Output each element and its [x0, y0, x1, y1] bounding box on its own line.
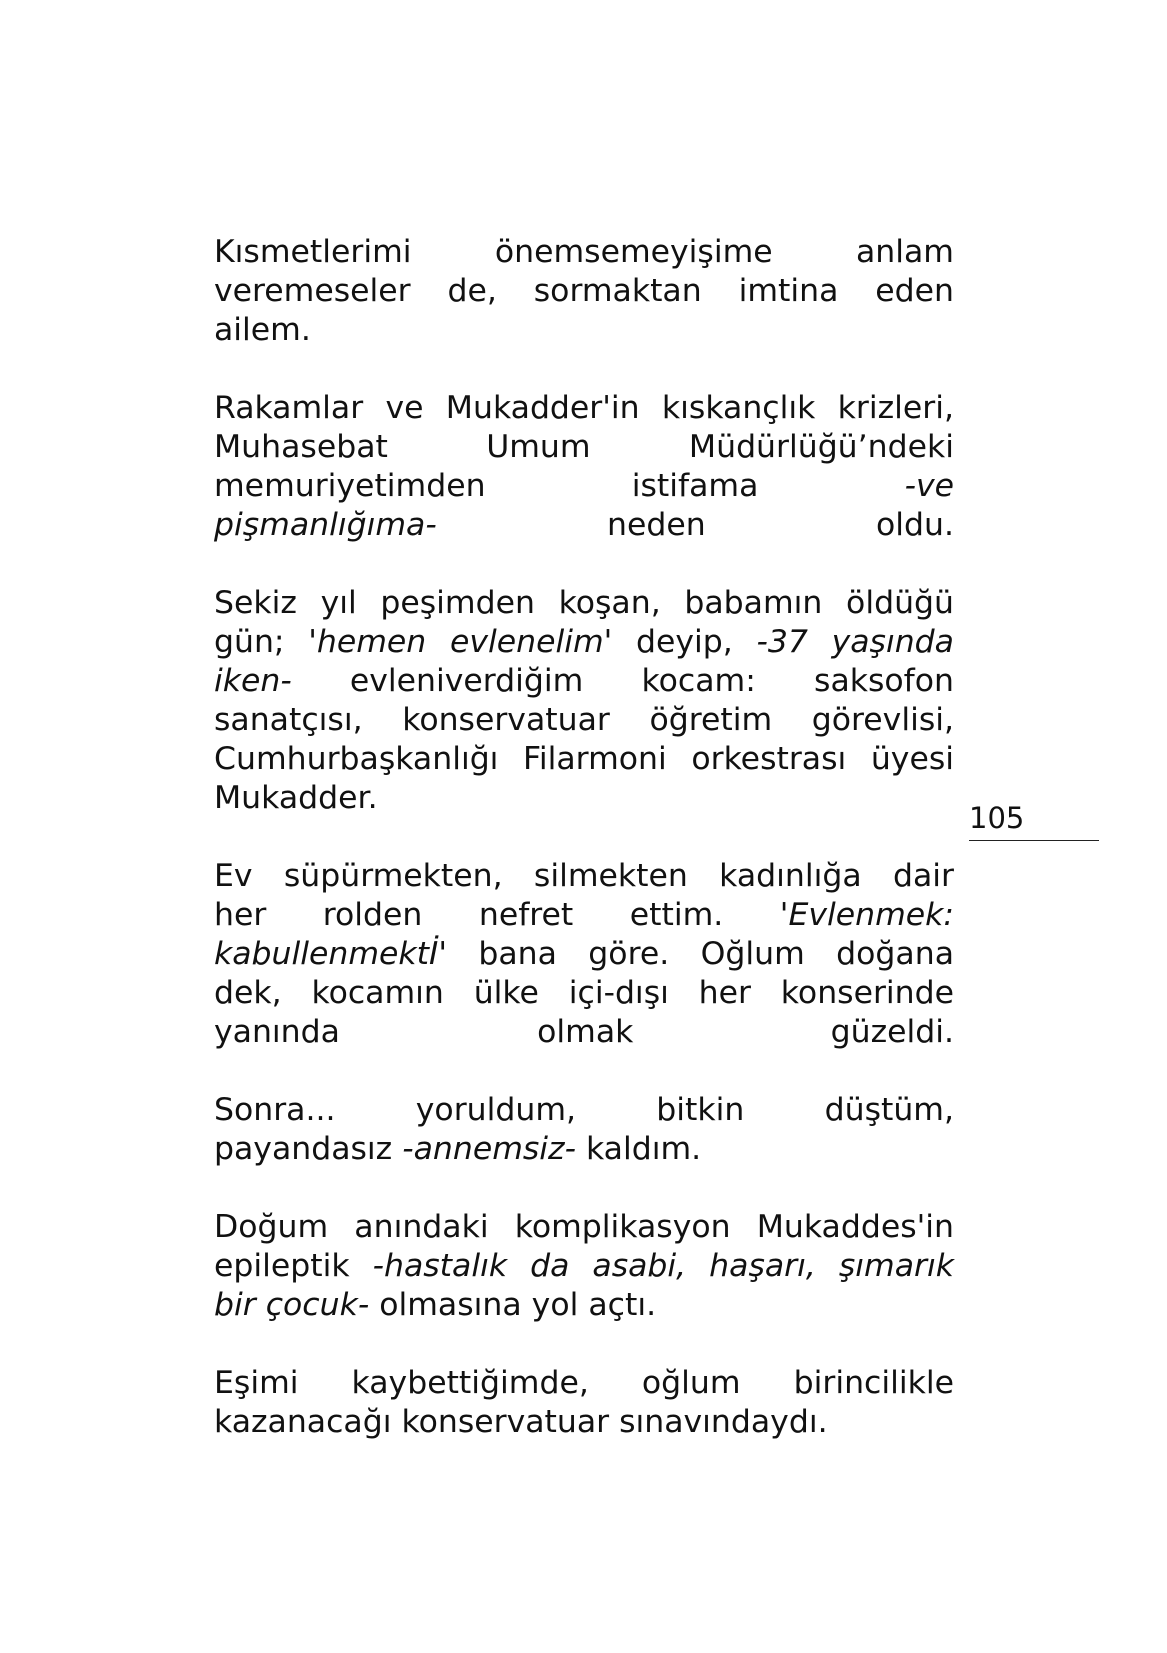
text-run: payandasız: [214, 1131, 403, 1167]
text-run: Sekiz yıl peşimden koşan, babamın öldüğü: [214, 585, 954, 621]
paragraph: [214, 233, 954, 350]
text-line: [214, 740, 954, 779]
body-text: [214, 233, 954, 1481]
text-line: [214, 896, 954, 935]
text-line: [214, 857, 954, 896]
text-run: Kısmetlerimi önemsemeyişime anlam: [214, 234, 954, 270]
text-line: [214, 428, 954, 467]
paragraph: [214, 1091, 954, 1169]
italic-text: bir çocuk-: [214, 1287, 370, 1323]
text-line: [214, 389, 954, 428]
text-line: [214, 1208, 954, 1247]
text-run: Ev süpürmekten, silmekten kadınlığa dair: [214, 858, 954, 894]
text-line: [214, 1403, 954, 1442]
text-line: [214, 311, 954, 350]
text-run: Eşimi kaybettiğimde, oğlum birincilikle: [214, 1365, 954, 1401]
text-line: [214, 233, 954, 272]
text-run: Muhasebat Umum Müdürlüğü’ndeki: [214, 429, 954, 465]
paragraph: [214, 584, 954, 818]
italic-text: -37 yaşında: [756, 624, 954, 660]
text-line: [214, 467, 954, 506]
text-line: [214, 779, 954, 818]
paragraph: [214, 389, 954, 545]
text-run: Mukadder.: [214, 780, 378, 816]
text-run: kaldım.: [575, 1131, 702, 1167]
text-line: [214, 1091, 954, 1130]
text-run: Sonra... yoruldum, bitkin düştüm,: [214, 1092, 954, 1128]
text-line: [214, 506, 954, 545]
paragraph: [214, 1208, 954, 1325]
text-run: olmasına yol açtı.: [369, 1287, 657, 1323]
text-run: epileptik: [214, 1248, 373, 1284]
text-run: Doğum anındaki komplikasyon Mukaddes'in: [214, 1209, 954, 1245]
text-line: [214, 623, 954, 662]
text-line: [214, 584, 954, 623]
page-number: 105: [969, 800, 1099, 841]
text-run: ' deyip,: [603, 624, 757, 660]
text-run: memuriyetimden istifama: [214, 468, 905, 504]
text-line: [214, 974, 954, 1013]
italic-text: kabullenmektİ: [214, 936, 439, 972]
text-run: veremeseler de, sormaktan imtina eden: [214, 273, 954, 309]
italic-text: Evlenmek:: [788, 897, 954, 933]
italic-text: -ve: [904, 468, 954, 504]
text-line: [214, 1364, 954, 1403]
italic-text: -hastalık da asabi, haşarı, şımarık: [372, 1248, 954, 1284]
text-line: [214, 272, 954, 311]
paragraph: [214, 1364, 954, 1442]
text-run: evleniverdiğim kocam: saksofon: [291, 663, 954, 699]
text-line: [214, 662, 954, 701]
text-line: [214, 935, 954, 974]
text-run: kazanacağı konservatuar sınavındaydı.: [214, 1404, 828, 1440]
italic-text: hemen evlenelim: [316, 624, 604, 660]
text-run: dek, kocamın ülke içi-dışı her konserinde: [214, 975, 954, 1011]
paragraph: [214, 857, 954, 1052]
text-run: ' bana göre. Oğlum doğana: [438, 936, 954, 972]
text-line: [214, 1130, 954, 1169]
italic-text: pişmanlığıma-: [214, 507, 437, 543]
text-line: [214, 701, 954, 740]
text-run: yanında olmak güzeldi.: [214, 1014, 954, 1050]
italic-text: -annemsiz-: [402, 1131, 576, 1167]
text-run: gün; ': [214, 624, 317, 660]
text-run: neden oldu.: [436, 507, 954, 543]
text-run: her rolden nefret ettim. ': [214, 897, 789, 933]
text-line: [214, 1247, 954, 1286]
text-run: ailem.: [214, 312, 311, 348]
text-run: Rakamlar ve Mukadder'in kıskançlık krizleri,: [214, 390, 954, 426]
text-run: sanatçısı, konservatuar öğretim görevlisi,: [214, 702, 954, 738]
text-line: [214, 1286, 954, 1325]
text-run: Cumhurbaşkanlığı Filarmoni orkestrası üyesi: [214, 741, 954, 777]
text-line: [214, 1013, 954, 1052]
italic-text: iken-: [214, 663, 292, 699]
